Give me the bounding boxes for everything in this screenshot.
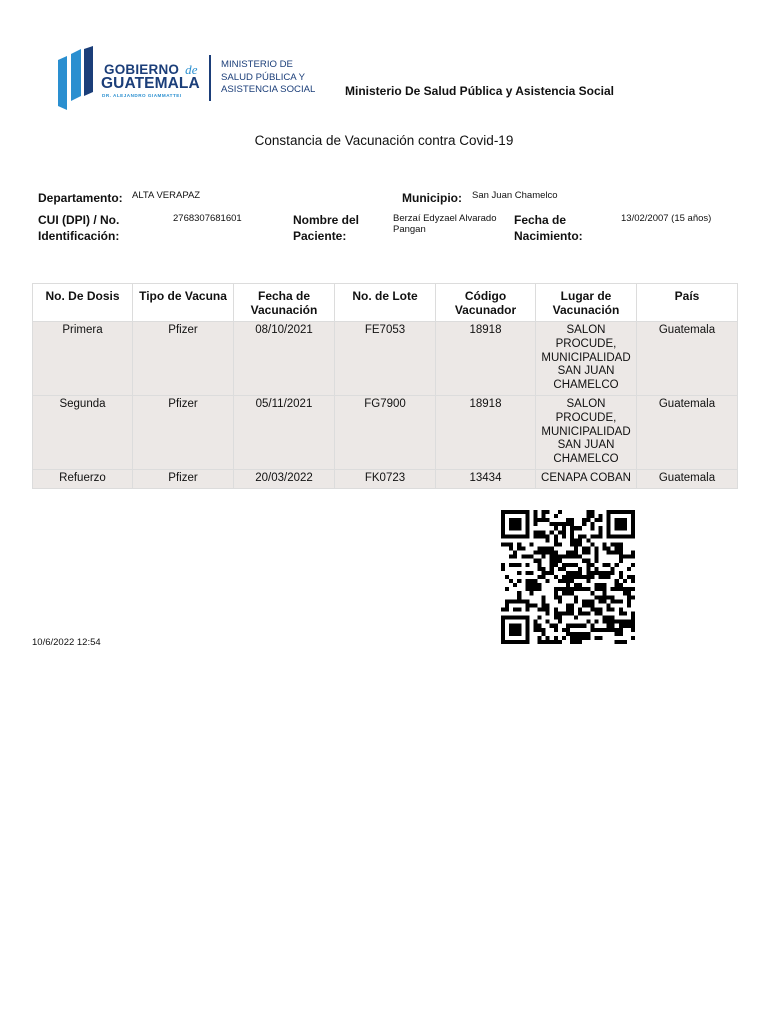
vaccination-table bbox=[32, 283, 738, 489]
table-header-row bbox=[33, 284, 738, 322]
cell-lote: FE7053 bbox=[335, 322, 436, 396]
cell-dosis: Segunda bbox=[33, 395, 133, 469]
header-lugar-vacunacion: Lugar de Vacunación bbox=[536, 284, 637, 322]
nombre-label: Nombre del Paciente: bbox=[293, 213, 360, 243]
table-row bbox=[33, 395, 738, 469]
cell-pais: Guatemala bbox=[637, 395, 738, 469]
logo-ministry-text: MINISTERIO DE SALUD PÚBLICA Y ASISTENCIA SOCIAL bbox=[221, 59, 316, 95]
cell-tipo-vacuna: Pfizer bbox=[133, 395, 234, 469]
cell-pais: Guatemala bbox=[637, 469, 738, 488]
logo-subtitle: DR. ALEJANDRO GIAMMATTEI bbox=[102, 93, 182, 98]
cell-codigo: 18918 bbox=[436, 322, 536, 396]
municipio-value: San Juan Chamelco bbox=[472, 190, 558, 201]
cell-fecha: 05/11/2021 bbox=[234, 395, 335, 469]
cell-tipo-vacuna: Pfizer bbox=[133, 322, 234, 396]
logo-guatemala-text: GUATEMALA bbox=[101, 75, 200, 92]
table-row bbox=[33, 322, 738, 396]
logo-gobierno-text: GOBIERNO de bbox=[104, 62, 198, 77]
cell-dosis: Primera bbox=[33, 322, 133, 396]
header-codigo-vacunador: Código Vacunador bbox=[436, 284, 536, 322]
qr-code-icon bbox=[501, 508, 635, 646]
departamento-label: Departamento: bbox=[38, 191, 123, 205]
cell-fecha: 08/10/2021 bbox=[234, 322, 335, 396]
document-title: Constancia de Vacunación contra Covid-19 bbox=[254, 133, 514, 148]
cell-codigo: 18918 bbox=[436, 395, 536, 469]
cui-value: 2768307681601 bbox=[173, 213, 242, 224]
header-dosis: No. De Dosis bbox=[33, 284, 133, 322]
organization-name: Ministerio De Salud Pública y Asistencia Social bbox=[345, 84, 614, 98]
nombre-value: Berzaí Edyzael Alvarado Pangan bbox=[393, 213, 497, 235]
cell-lote: FG7900 bbox=[335, 395, 436, 469]
cell-fecha: 20/03/2022 bbox=[234, 469, 335, 488]
guatemala-government-logo-icon bbox=[58, 46, 94, 110]
nacimiento-label: Fecha de Nacimiento: bbox=[514, 213, 583, 243]
cell-codigo: 13434 bbox=[436, 469, 536, 488]
print-timestamp: 10/6/2022 12:54 bbox=[32, 637, 101, 648]
cell-pais: Guatemala bbox=[637, 322, 738, 396]
cell-lugar: SALON PROCUDE, MUNICIPALIDAD SAN JUAN CHAMELCO bbox=[536, 395, 637, 469]
logo-divider bbox=[209, 55, 211, 101]
cell-lote: FK0723 bbox=[335, 469, 436, 488]
header-pais: País bbox=[637, 284, 738, 322]
cell-dosis: Refuerzo bbox=[33, 469, 133, 488]
header-fecha-vacunacion: Fecha de Vacunación bbox=[234, 284, 335, 322]
municipio-label: Municipio: bbox=[402, 191, 462, 205]
header-tipo-vacuna: Tipo de Vacuna bbox=[133, 284, 234, 322]
departamento-value: ALTA VERAPAZ bbox=[132, 190, 201, 201]
cell-lugar: SALON PROCUDE, MUNICIPALIDAD SAN JUAN CHAMELCO bbox=[536, 322, 637, 396]
cui-label: CUI (DPI) / No. Identificación: bbox=[38, 213, 120, 243]
table-row bbox=[33, 469, 738, 488]
cell-lugar: CENAPA COBAN bbox=[536, 469, 637, 488]
cell-tipo-vacuna: Pfizer bbox=[133, 469, 234, 488]
header-lote: No. de Lote bbox=[335, 284, 436, 322]
nacimiento-value: 13/02/2007 (15 años) bbox=[621, 213, 712, 224]
